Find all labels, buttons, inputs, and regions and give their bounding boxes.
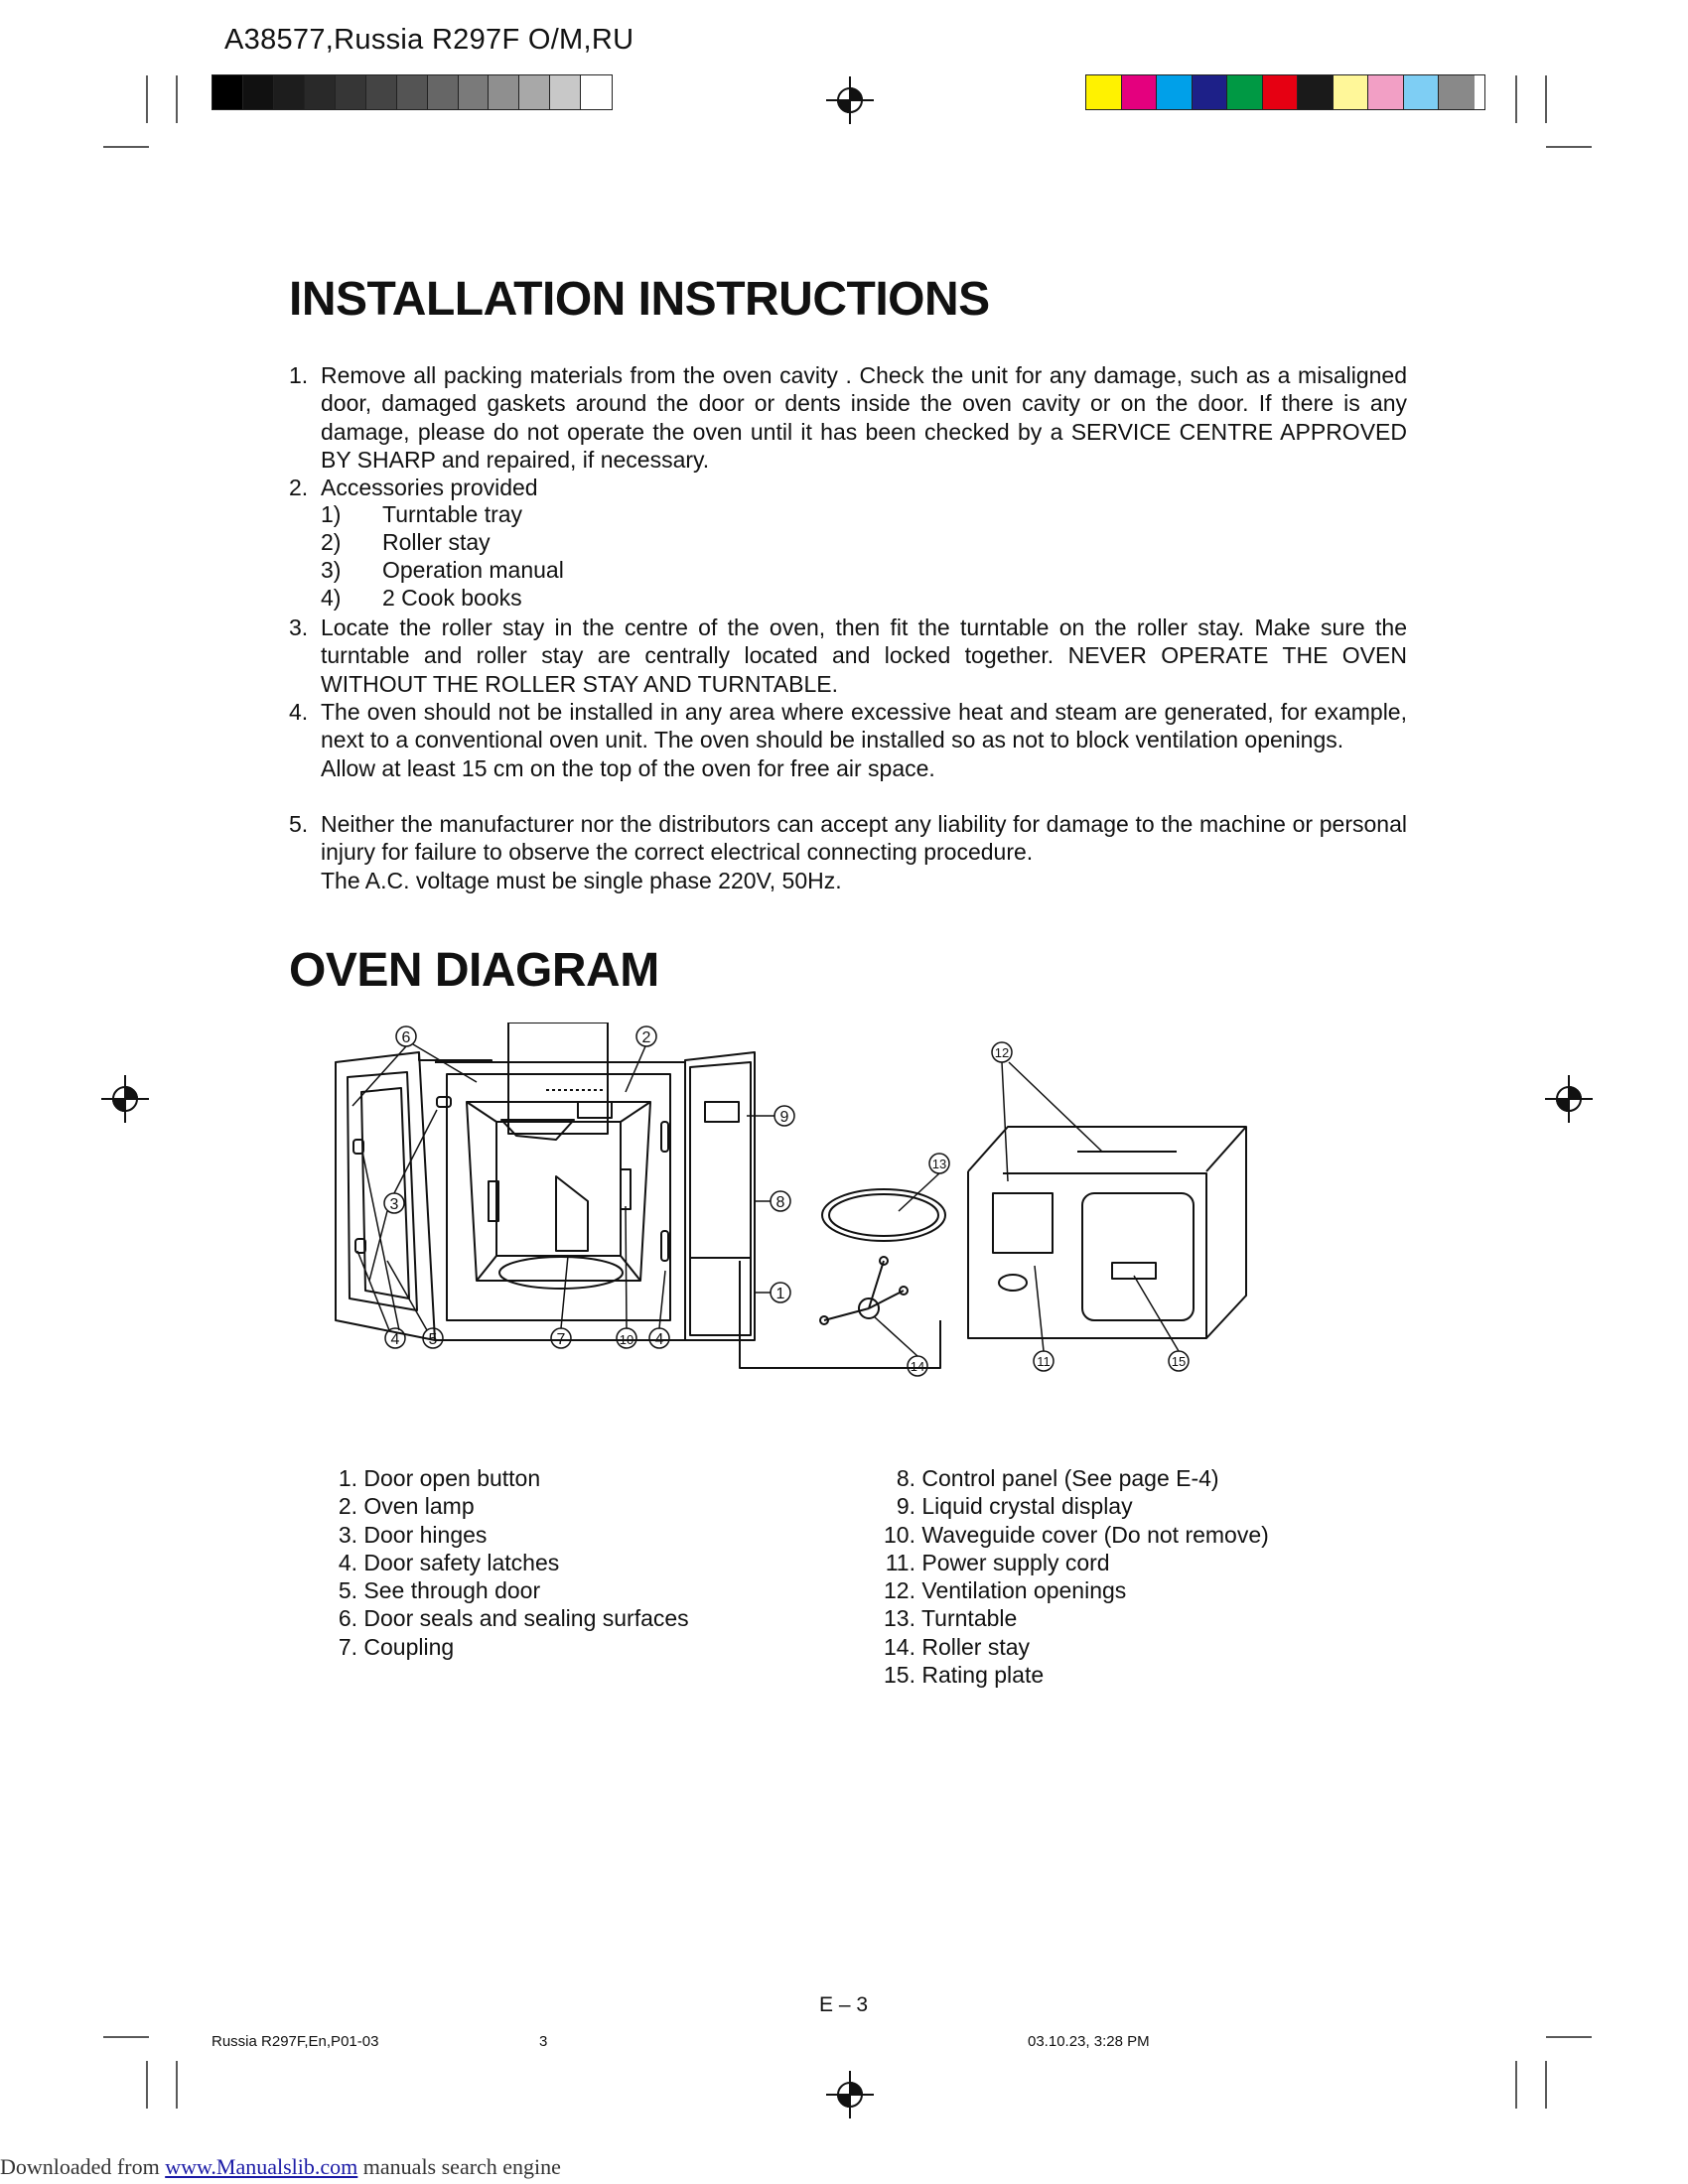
installation-title: INSTALLATION INSTRUCTIONS bbox=[289, 273, 990, 326]
callout-4: 4 bbox=[390, 1331, 400, 1348]
download-watermark: Downloaded from www.Manualslib.com manuals search engine bbox=[0, 2154, 561, 2179]
legend-item: 5. See through door bbox=[338, 1577, 541, 1604]
legend-item: 15. Rating plate bbox=[884, 1662, 1045, 1689]
callout-12: 12 bbox=[994, 1045, 1010, 1060]
callout-14: 14 bbox=[910, 1359, 925, 1374]
accessory-item: 3) Operation manual bbox=[321, 557, 564, 583]
callout-10: 10 bbox=[619, 1332, 634, 1347]
callout-3: 3 bbox=[389, 1196, 399, 1213]
instruction-note: The A.C. voltage must be single phase 220V, 50Hz. bbox=[321, 867, 842, 893]
see-through-window bbox=[348, 1072, 417, 1310]
instruction-number: 2. bbox=[289, 475, 309, 500]
door-hinge bbox=[437, 1097, 451, 1107]
callout-1: 1 bbox=[775, 1286, 785, 1302]
legend-item: 10. Waveguide cover (Do not remove) bbox=[884, 1521, 1269, 1548]
legend-item: 12. Ventilation openings bbox=[884, 1577, 1127, 1604]
legend-item: 3. Door hinges bbox=[338, 1521, 488, 1548]
legend-item: 1. Door open button bbox=[338, 1465, 541, 1491]
oven-lamp bbox=[578, 1102, 612, 1118]
instruction-text: Remove all packing materials from the oven cavity . Check the unit for any damage, such as a misaligned door, damaged gaskets around the door or dents inside the oven cavity or on the door. If there is any damage, please do not operate the oven until it has been checked by a SERVICE CENTRE APPROVED BY SHARP and repaired, if necessary. bbox=[321, 362, 1407, 473]
accessory-item: 2) Roller stay bbox=[321, 529, 491, 555]
instruction-number: 5. bbox=[289, 811, 309, 837]
instruction-number: 4. bbox=[289, 699, 309, 725]
coupling-area bbox=[499, 1257, 623, 1289]
legend-item: 6. Door seals and sealing surfaces bbox=[338, 1605, 689, 1632]
control-panel bbox=[685, 1052, 755, 1340]
callout-15: 15 bbox=[1171, 1354, 1187, 1369]
legend-item: 2. Oven lamp bbox=[338, 1493, 475, 1520]
instruction-text: The oven should not be installed in any area where excessive heat and steam are generated, for example, next to a conventional oven unit. The oven should be installed so as not to block ventilation openings. bbox=[321, 699, 1407, 753]
waveguide-cover bbox=[621, 1169, 631, 1209]
callout-13: 13 bbox=[931, 1157, 947, 1171]
footer-date: 03.10.23, 3:28 PM bbox=[1028, 2033, 1150, 2050]
accessory-label: Operation manual bbox=[382, 557, 564, 583]
instruction-item bbox=[289, 361, 1407, 474]
instruction-item bbox=[289, 698, 1407, 782]
callout-6: 6 bbox=[401, 1029, 411, 1046]
instruction-text: Neither the manufacturer nor the distributors can accept any liability for damage to the machine or personal injury for failure to observe the correct electrical connecting procedure. bbox=[321, 811, 1407, 866]
legend-item: 11. Power supply cord bbox=[885, 1549, 1110, 1575]
document-id: A38577,Russia R297F O/M,RU bbox=[224, 24, 634, 56]
legend-right bbox=[874, 1464, 1269, 1689]
callout-9: 9 bbox=[779, 1109, 789, 1126]
instruction-note: Allow at least 15 cm on the top of the oven for free air space. bbox=[321, 754, 935, 781]
legend-item: 8. Control panel (See page E-4) bbox=[896, 1465, 1219, 1491]
footer-file-name: Russia R297F,En,P01-03 bbox=[211, 2033, 379, 2050]
legend-item: 7. Coupling bbox=[338, 1633, 455, 1660]
oven-door bbox=[336, 1052, 435, 1340]
callout-8: 8 bbox=[775, 1194, 785, 1211]
legend-item: 14. Roller stay bbox=[884, 1633, 1031, 1660]
legend-left bbox=[334, 1464, 689, 1661]
accessory-item: 4) 2 Cook books bbox=[321, 585, 522, 611]
instruction-item bbox=[289, 474, 1407, 501]
legend-item: 9. Liquid crystal display bbox=[896, 1493, 1133, 1520]
page-number: E – 3 bbox=[819, 1993, 869, 2016]
accessory-item: 1) Turntable tray bbox=[321, 501, 523, 527]
turntable bbox=[822, 1189, 945, 1241]
callout-11: 11 bbox=[1037, 1354, 1051, 1369]
ventilation-openings bbox=[993, 1193, 1053, 1253]
callout-4-right: 4 bbox=[654, 1331, 664, 1348]
callout-2: 2 bbox=[641, 1029, 651, 1046]
instruction-item bbox=[289, 810, 1407, 894]
power-cord bbox=[999, 1275, 1027, 1291]
accessory-label: Turntable tray bbox=[382, 501, 523, 527]
oven-diagram bbox=[318, 1023, 1340, 1390]
instruction-number: 3. bbox=[289, 614, 309, 640]
instruction-text: Locate the roller stay in the centre of the oven, then fit the turntable on the roller stay. Make sure the turntable and roller stay are centrally located and locked together. NEVER OPERATE THE OVEN WITHOUT THE ROLLER STAY AND TURNTABLE. bbox=[321, 614, 1407, 697]
accessory-label: 2 Cook books bbox=[382, 585, 522, 611]
instruction-number: 1. bbox=[289, 362, 309, 388]
legend-item: 4. Door safety latches bbox=[338, 1549, 560, 1575]
lcd-display bbox=[705, 1102, 739, 1122]
instruction-item bbox=[289, 614, 1407, 698]
callout-7: 7 bbox=[556, 1331, 566, 1348]
accessory-label: Roller stay bbox=[382, 529, 491, 555]
footer-page: 3 bbox=[539, 2033, 548, 2050]
instruction-text: Accessories provided bbox=[321, 475, 538, 500]
diagram-title: OVEN DIAGRAM bbox=[289, 944, 659, 997]
roller-stay bbox=[820, 1257, 908, 1324]
legend-item: 13. Turntable bbox=[884, 1605, 1018, 1632]
rear-panel bbox=[1082, 1193, 1194, 1320]
callout-5: 5 bbox=[428, 1331, 438, 1348]
manualslib-link[interactable]: www.Manualslib.com bbox=[165, 2154, 358, 2179]
